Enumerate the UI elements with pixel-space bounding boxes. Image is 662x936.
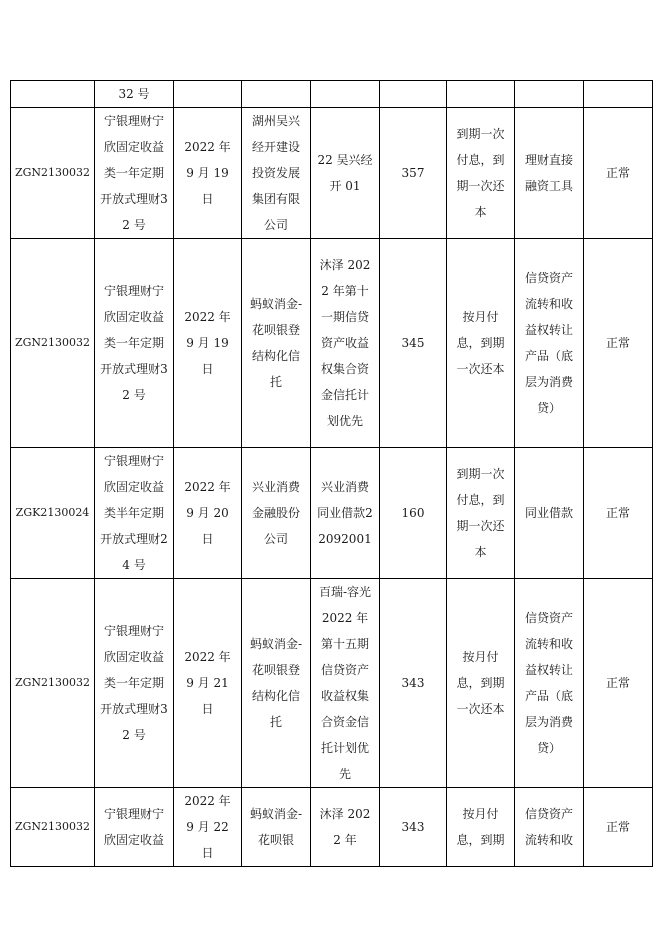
cell-asset bbox=[311, 81, 380, 108]
cell-product: 宁银理财宁欣固定收益类一年定期开放式理财32 号 bbox=[95, 108, 174, 239]
cell-date bbox=[174, 81, 242, 108]
cell-product: 宁银理财宁欣固定收益类一年定期开放式理财32 号 bbox=[95, 239, 174, 448]
cell-amount: 357 bbox=[380, 108, 447, 239]
cell-status bbox=[584, 81, 653, 108]
cell-product: 宁银理财宁欣固定收益类半年定期开放式理财24 号 bbox=[95, 448, 174, 579]
cell-type: 理财直接融资工具 bbox=[515, 108, 584, 239]
cell-product: 宁银理财宁欣固定收益类一年定期开放式理财32 号 bbox=[95, 579, 174, 788]
cell-date: 2022 年 9 月 19 日 bbox=[174, 239, 242, 448]
cell-type: 信贷资产流转和收 bbox=[515, 788, 584, 867]
cell-repay: 按月付息，到期一次还本 bbox=[447, 579, 515, 788]
table-row bbox=[11, 788, 653, 867]
cell-asset: 沐泽 2022 年第十一期信贷资产收益权集合资金信托计划优先 bbox=[311, 239, 380, 448]
cell-date: 2022 年 9 月 20 日 bbox=[174, 448, 242, 579]
cell-type bbox=[515, 81, 584, 108]
cell-issuer bbox=[242, 81, 311, 108]
table-row bbox=[11, 239, 653, 448]
cell-date: 2022 年 9 月 19 日 bbox=[174, 108, 242, 239]
cell-status: 正常 bbox=[584, 579, 653, 788]
cell-amount: 345 bbox=[380, 239, 447, 448]
cell-status: 正常 bbox=[584, 448, 653, 579]
cell-issuer: 兴业消费金融股份公司 bbox=[242, 448, 311, 579]
cell-asset: 百瑞-容光 2022 年第十五期信贷资产收益权集合资金信托计划优先 bbox=[311, 579, 380, 788]
cell-repay: 到期一次付息，到期一次还本 bbox=[447, 108, 515, 239]
table-row bbox=[11, 448, 653, 579]
table-row bbox=[11, 81, 653, 108]
cell-code: ZGN2130032 bbox=[11, 579, 95, 788]
cell-asset: 沐泽 2022 年 bbox=[311, 788, 380, 867]
cell-asset: 22 吴兴经开 01 bbox=[311, 108, 380, 239]
cell-repay bbox=[447, 81, 515, 108]
cell-code bbox=[11, 81, 95, 108]
cell-amount: 343 bbox=[380, 788, 447, 867]
cell-type: 信贷资产流转和收益权转让产品（底层为消费贷） bbox=[515, 239, 584, 448]
cell-issuer: 湖州吴兴经开建设投资发展集团有限公司 bbox=[242, 108, 311, 239]
cell-code: ZGN2130032 bbox=[11, 788, 95, 867]
cell-code: ZGK2130024 bbox=[11, 448, 95, 579]
cell-asset: 兴业消费同业借款22092001 bbox=[311, 448, 380, 579]
cell-status: 正常 bbox=[584, 788, 653, 867]
cell-issuer: 蚂蚁消金-花呗银登结构化信托 bbox=[242, 239, 311, 448]
cell-amount bbox=[380, 81, 447, 108]
cell-repay: 到期一次付息，到期一次还本 bbox=[447, 448, 515, 579]
cell-date: 2022 年 9 月 21 日 bbox=[174, 579, 242, 788]
cell-type: 同业借款 bbox=[515, 448, 584, 579]
cell-status: 正常 bbox=[584, 239, 653, 448]
cell-repay: 按月付息，到期一次还本 bbox=[447, 239, 515, 448]
cell-issuer: 蚂蚁消金-花呗银登结构化信托 bbox=[242, 579, 311, 788]
cell-repay: 按月付息，到期 bbox=[447, 788, 515, 867]
cell-type: 信贷资产流转和收益权转让产品（底层为消费贷） bbox=[515, 579, 584, 788]
cell-code: ZGN2130032 bbox=[11, 239, 95, 448]
cell-issuer: 蚂蚁消金-花呗银 bbox=[242, 788, 311, 867]
cell-product: 32 号 bbox=[95, 81, 174, 108]
table-row bbox=[11, 108, 653, 239]
cell-date: 2022 年 9 月 22 日 bbox=[174, 788, 242, 867]
table-row bbox=[11, 579, 653, 788]
cell-code: ZGN2130032 bbox=[11, 108, 95, 239]
cell-amount: 160 bbox=[380, 448, 447, 579]
holdings-table bbox=[10, 80, 653, 867]
cell-amount: 343 bbox=[380, 579, 447, 788]
cell-product: 宁银理财宁欣固定收益 bbox=[95, 788, 174, 867]
cell-status: 正常 bbox=[584, 108, 653, 239]
